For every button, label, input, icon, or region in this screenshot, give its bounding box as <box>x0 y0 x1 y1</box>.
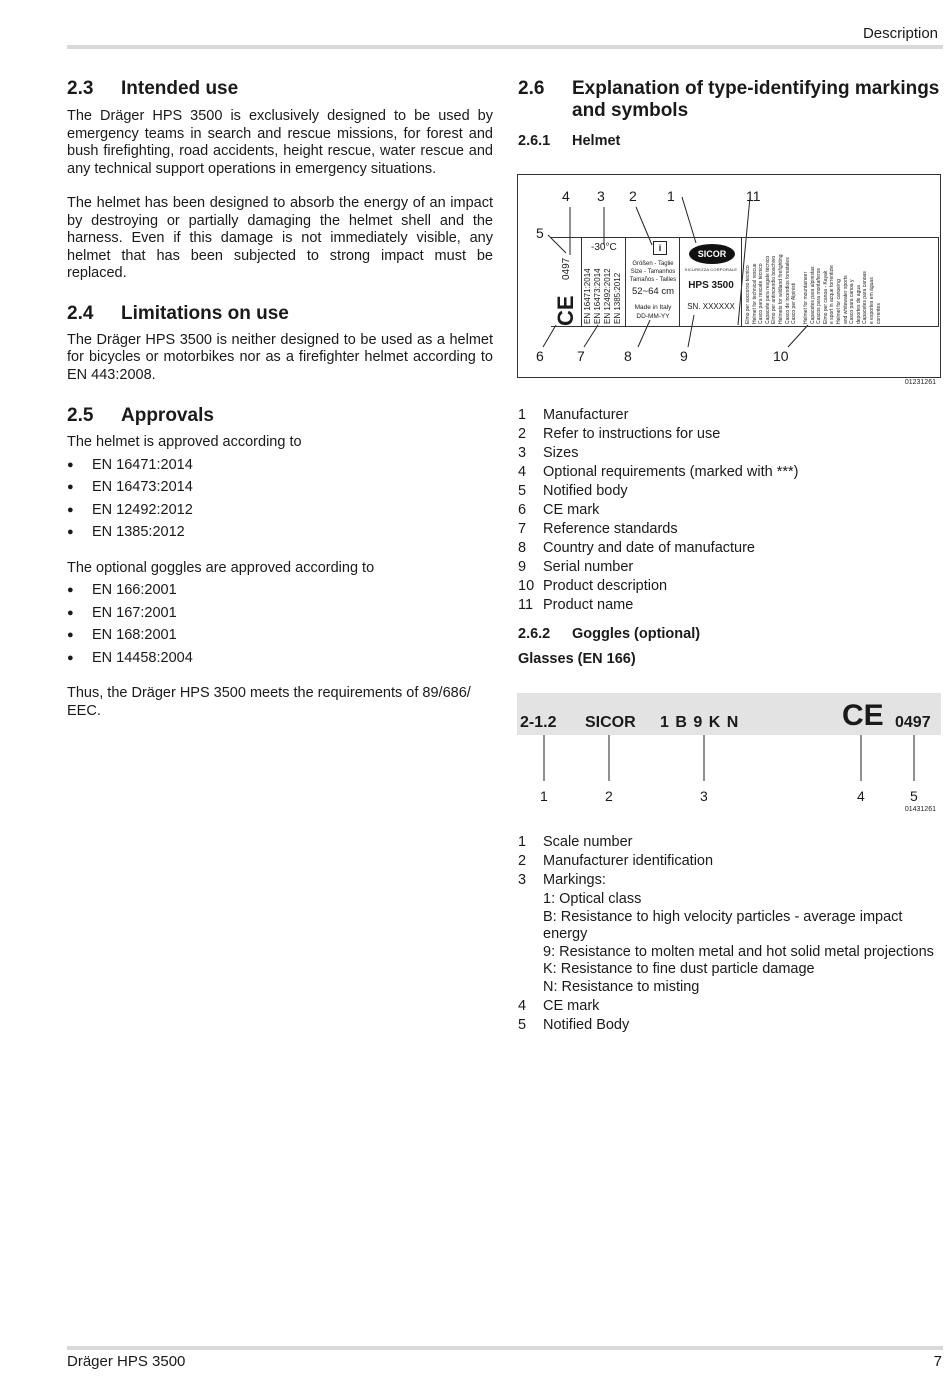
header-rule <box>67 45 943 49</box>
label-description-col2 <box>803 265 882 324</box>
callout-4: 4 <box>562 188 570 204</box>
legend-text: CE mark <box>543 997 600 1014</box>
legend-number: 3 <box>518 872 527 888</box>
section-2-6-2-heading <box>518 626 700 642</box>
intended-use-paragraph-1: The Dräger HPS 3500 is exclusively designed to be used by emergency teams in search and rescue missions, for forest and bush firefighting, road accidents, height rescue, water rescue and any technical support operations in emergency situations. <box>67 108 493 177</box>
helmet-legend <box>518 407 943 616</box>
section-2-3-heading <box>67 78 493 100</box>
label-size-lines <box>627 260 679 284</box>
list-item: ● EN 14458:2004 <box>67 650 493 673</box>
label-temperature: -30°C <box>591 242 617 253</box>
section-number: 2.3 <box>67 78 94 99</box>
helmet-approvals-list <box>67 457 493 547</box>
limitations-paragraph: The Dräger HPS 3500 is neither designed to be used as a helmet for bicycles or motorbikes nor as a firefighter helmet according to EN 443:2008. <box>67 331 493 383</box>
callout-6: 6 <box>536 348 544 364</box>
right-column-headings <box>518 78 943 149</box>
legend-number: 9 <box>518 559 527 575</box>
legend-number: 4 <box>518 464 527 480</box>
label-standard: EN 16471:2014 <box>583 268 592 324</box>
label-date-format: DD-MM-YY <box>636 313 670 320</box>
callout-7: 7 <box>577 348 585 364</box>
divider <box>581 238 582 326</box>
goggle-marks: 1 B 9 K N <box>660 714 740 731</box>
callout-8: 8 <box>624 348 632 364</box>
legend-number <box>518 891 543 909</box>
list-item: ● EN 16473:2014 <box>67 479 493 502</box>
desc-line: correntes <box>875 303 882 324</box>
list-item: ● EN 12492:2012 <box>67 502 493 525</box>
callout-1: 1 <box>667 188 675 204</box>
list-item: ● EN 167:2001 <box>67 605 493 628</box>
section-title: Limitations on use <box>121 302 289 324</box>
section-number: 2.4 <box>67 302 94 324</box>
section-number: 2.5 <box>67 405 94 426</box>
sicor-logo <box>689 244 735 264</box>
divider <box>679 238 680 326</box>
legend-item <box>518 834 943 852</box>
label-description-col1 <box>745 255 798 324</box>
label-notified-body: 0497 <box>561 257 572 280</box>
legend-number: 2 <box>518 853 527 869</box>
label-product-name: HPS 3500 <box>688 280 734 291</box>
footer-product-name: Dräger HPS 3500 <box>67 1353 186 1370</box>
footer-page-number: 7 <box>933 1353 942 1370</box>
legend-item <box>518 445 943 463</box>
legend-number: 3 <box>518 445 527 461</box>
desc-line: Elmo per soccorso tecnico <box>745 265 751 324</box>
legend-number: 1 <box>518 407 527 423</box>
goggle-maker: SICOR <box>585 714 636 731</box>
legend-number <box>518 909 543 944</box>
legend-number: 10 <box>518 578 535 594</box>
legend-text: Optional requirements (marked with ***) <box>543 464 799 480</box>
desc-line: Casco de incendios forestales <box>784 257 791 324</box>
label-brand-tagline: SICUREZZA CORPORALE <box>684 267 738 272</box>
callout-2: 2 <box>629 188 637 204</box>
legend-text: Notified body <box>543 483 628 499</box>
legend-item <box>518 872 943 890</box>
legend-text: Scale number <box>543 834 633 850</box>
legend-text: Serial number <box>543 559 634 575</box>
section-2-4-heading <box>67 303 493 325</box>
legend-number: 1 <box>518 834 527 850</box>
legend-text: K: Resistance to fine dust particle damage <box>543 961 815 977</box>
legend-text: Manufacturer identification <box>543 853 714 869</box>
legend-text: N: Resistance to misting <box>543 978 700 995</box>
desc-line: e sport in acque torrentizie <box>829 265 836 324</box>
section-title: Goggles (optional) <box>572 626 701 642</box>
helmet-figure-code: 01231261 <box>904 379 936 386</box>
label-standard: EN 16473:2014 <box>593 268 602 324</box>
legend-item <box>518 578 943 596</box>
legend-item <box>518 521 943 539</box>
label-size-line: Größen - Taglie <box>632 261 674 267</box>
legend-item <box>518 597 943 615</box>
legend-text: 1: Optical class <box>543 891 642 907</box>
section-number: 2.6 <box>518 78 545 99</box>
divider <box>625 238 626 326</box>
list-item: ● EN 168:2001 <box>67 627 493 650</box>
label-standards <box>583 268 623 324</box>
callout-11: 11 <box>746 188 761 204</box>
callout-5: 5 <box>536 225 544 241</box>
section-title: Intended use <box>121 78 239 99</box>
desc-line: Capacete para resgate técnico <box>764 255 771 324</box>
goggle-ce-mark: CE <box>842 699 884 732</box>
section-2-6-heading <box>518 78 943 122</box>
desc-line: and whitewater sports <box>842 275 849 324</box>
legend-text: Product description <box>543 578 668 594</box>
desc-line: Elmo per canoa - Kayak <box>822 270 829 324</box>
callout-10: 10 <box>773 348 789 364</box>
section-2-6-1-heading <box>518 133 943 149</box>
approvals-closing-paragraph: Thus, the Dräger HPS 3500 meets the requirements of 89/686/ EEC. <box>67 685 471 719</box>
goggle-figure-code: 01431261 <box>904 806 936 813</box>
goggle-scale-number: 2-1.2 <box>520 714 557 731</box>
desc-line: Capacetes para canoas <box>862 271 869 324</box>
legend-item <box>518 909 943 944</box>
list-item: ● EN 16471:2014 <box>67 457 493 480</box>
list-item: ● EN 166:2001 <box>67 582 493 605</box>
legend-item <box>518 483 943 501</box>
footer-rule <box>67 1346 943 1350</box>
label-serial-number: SN. XXXXXX <box>687 302 735 311</box>
label-size-range: 52~64 cm <box>632 286 674 297</box>
legend-text: Product name <box>543 597 634 613</box>
section-2-5-heading <box>67 405 493 427</box>
goggle-notified-body: 0497 <box>895 714 931 731</box>
goggles-subtitle: Glasses (EN 166) <box>518 651 636 667</box>
divider <box>741 238 742 326</box>
legend-number <box>518 961 543 979</box>
intended-use-paragraph-2: The helmet has been designed to absorb the energy of an impact by destroying or partially damaging the helmet shell and the harness. Even if this damage is not immediately visible, any helmet that has been subjected to strong impact must be replaced. <box>67 195 493 281</box>
legend-number <box>518 944 543 962</box>
legend-text: B: Resistance to high velocity particles - average impact energy <box>543 908 903 942</box>
legend-item <box>518 502 943 520</box>
legend-item <box>518 464 943 482</box>
list-item: ● EN 1385:2012 <box>67 524 493 547</box>
legend-text: Sizes <box>543 445 579 461</box>
legend-number: 6 <box>518 502 527 518</box>
desc-line: Capacetes para alpinistas <box>809 266 816 324</box>
legend-text: Notified Body <box>543 1016 630 1033</box>
desc-line: Helmet for canoeing <box>835 279 842 324</box>
desc-line: Cascos para montañeros <box>816 268 823 324</box>
legend-text: Country and date of manufacture <box>543 540 755 556</box>
desc-line: Helmet for mountaineer <box>803 271 809 324</box>
legend-item <box>518 426 943 444</box>
desc-line: e esportes em águas <box>868 277 875 324</box>
legend-text: Refer to instructions for use <box>543 426 721 442</box>
legend-text: CE mark <box>543 502 600 518</box>
legend-text: Reference standards <box>543 521 678 537</box>
info-book-icon: i <box>653 241 667 255</box>
section-title: Approvals <box>121 405 214 426</box>
legend-number: 4 <box>518 997 527 1014</box>
legend-text: 9: Resistance to molten metal and hot solid metal projections <box>543 943 934 960</box>
legend-item <box>518 559 943 577</box>
goggle-callout-2: 2 <box>605 788 613 804</box>
label-size-line: Size - Tamanhos <box>630 269 676 275</box>
legend-item <box>518 944 943 962</box>
legend-text: Manufacturer <box>543 407 629 423</box>
legend-number: 8 <box>518 540 527 556</box>
header-section-label: Description <box>862 25 938 42</box>
legend-number: 11 <box>518 597 534 613</box>
label-standard: EN 1385:2012 <box>613 272 622 324</box>
helmet-approvals-intro: The helmet is approved according to <box>67 434 302 450</box>
sicor-logo-text: SICOR <box>697 249 727 259</box>
section-number: 2.6.2 <box>518 626 551 642</box>
helmet-label-figure <box>517 174 941 378</box>
left-column <box>67 76 493 720</box>
legend-item <box>518 979 943 997</box>
label-made-in: Made in Italy <box>634 304 672 311</box>
goggle-callout-1: 1 <box>540 788 548 804</box>
legend-number: 5 <box>518 483 527 499</box>
desc-line: deportes de agua <box>855 285 862 324</box>
callout-3: 3 <box>597 188 605 204</box>
legend-item <box>518 1017 943 1035</box>
desc-line: Helmets for wildland firefighting <box>777 254 784 324</box>
legend-number: 2 <box>518 426 527 442</box>
legend-text: Markings: <box>543 872 606 888</box>
goggle-callout-3: 3 <box>700 788 708 804</box>
legend-item <box>518 891 943 909</box>
goggle-callout-5: 5 <box>910 788 918 804</box>
callout-9: 9 <box>680 348 688 364</box>
legend-item <box>518 540 943 558</box>
desc-line: Casco per Alpinisti <box>791 282 798 324</box>
label-ce-mark: CE <box>553 295 578 326</box>
section-title: Helmet <box>572 133 621 149</box>
goggle-marking-figure <box>517 693 941 813</box>
legend-item <box>518 998 943 1016</box>
desc-line: Elmo per antincendio boschivo <box>771 255 778 324</box>
label-size-line: Tamaños - Tailles <box>629 277 677 283</box>
helmet-label-plate <box>551 237 939 327</box>
legend-item <box>518 961 943 979</box>
goggle-legend <box>518 834 943 1036</box>
section-number: 2.6.1 <box>518 133 551 149</box>
desc-line: Helmet for technical rescue <box>751 263 758 324</box>
legend-item <box>518 407 943 425</box>
legend-number <box>518 979 543 997</box>
goggle-leader-lines <box>517 733 941 833</box>
goggle-callout-4: 4 <box>857 788 865 804</box>
goggle-approvals-intro: The optional goggles are approved according to <box>67 559 375 576</box>
desc-line: Casco para canoa y <box>849 279 856 324</box>
section-title: Explanation of type-identifying markings and symbols <box>572 78 940 121</box>
legend-number: 7 <box>518 521 527 537</box>
desc-line: Casco para rescate técnico <box>758 263 765 324</box>
label-standard: EN 12492:2012 <box>603 268 612 324</box>
goggle-approvals-list <box>67 582 493 672</box>
legend-number: 5 <box>518 1016 527 1033</box>
legend-item <box>518 853 943 871</box>
